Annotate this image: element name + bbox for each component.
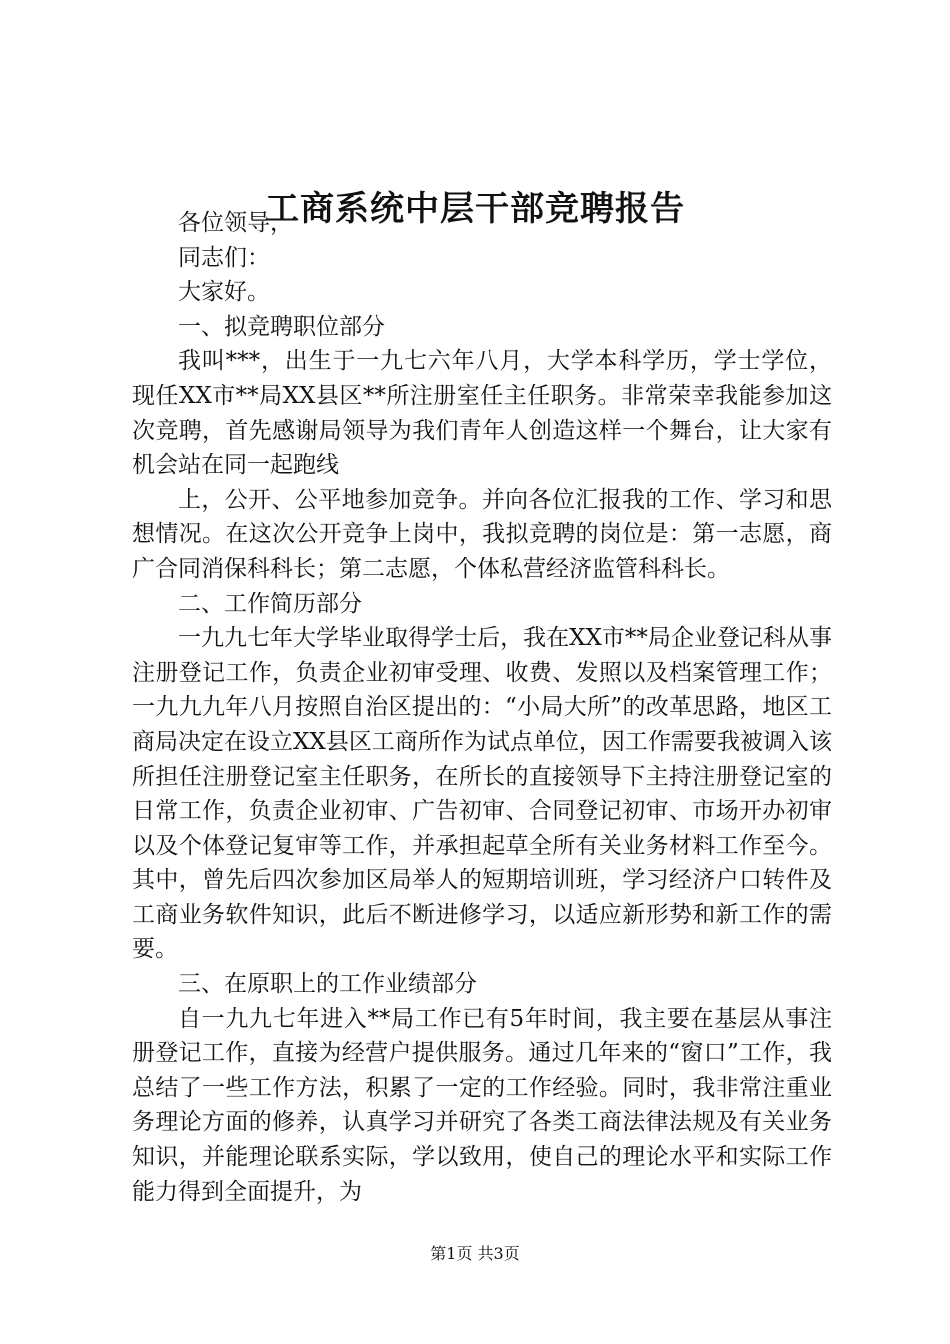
- paragraph-work-history: 一九九七年大学毕业取得学士后，我在XX市**局企业登记科从事注册登记工作，负责企业初审受理、收费、发照以及档案管理工作；一九九九年八月按照自治区提出的：“小局大所”的改革思路，地区工商局决定在设立XX县区工商所作为试点单位，因工作需要我被调入该所担任注册登记室主任职务，在所长的直接领导下主持注册登记室的日常工作，负责企业初审、广告初审、合同登记初审、市场开办初审以及个体登记复审等工作，并承担起草全所有关业务材料工作至今。其中，曾先后四次参加区局举人的短期培训班，学习经济户口转件及工商业务软件知识，此后不断进修学习，以适应新形势和新工作的需要。: [132, 625, 832, 963]
- page-number-footer: 第1页 共3页: [430, 1244, 520, 1263]
- paragraph-greeting-comrades: 同志们：: [178, 244, 270, 271]
- paragraph-greeting-all: 大家好。: [178, 279, 270, 306]
- paragraph-greeting-leaders: 各位领导，: [178, 210, 293, 236]
- section-heading-2: 二、工作简历部分: [178, 590, 362, 617]
- document-title: 工商系统中层干部竞聘报告: [265, 189, 685, 229]
- document-body: [132, 206, 832, 1209]
- paragraph-intro-continued: 上，公开、公平地参加竞争。并向各位汇报我的工作、学习和思想情况。在这次公开竞争上岗中，我拟竞聘的岗位是：第一志愿，商广合同消保科科长；第二志愿，个体私营经济监管科科长。: [132, 486, 832, 582]
- section-heading-1: 一、拟竞聘职位部分: [178, 313, 385, 340]
- paragraph-intro: 我叫***，出生于一九七六年八月，大学本科学历，学士学位，现任XX市**局XX县区**所注册室任主任职务。非常荣幸我能参加这次竞聘，首先感谢局领导为我们青年人创造这样一个舞台，让大家有机会站在同一起跑线: [132, 348, 832, 479]
- paragraph-achievements: 自一九九七年进入**局工作已有5年时间，我主要在基层从事注册登记工作，直接为经营户提供服务。通过几年来的“窗口”工作，我总结了一些工作方法，积累了一定的工作经验。同时，我非常注重业务理论方面的修养，认真学习并研究了各类工商法律法规及有关业务知识，并能理论联系实际，学以致用，使自己的理论水平和实际工作能力得到全面提升，为: [132, 1005, 832, 1205]
- section-heading-3: 三、在原职上的工作业绩部分: [178, 971, 477, 998]
